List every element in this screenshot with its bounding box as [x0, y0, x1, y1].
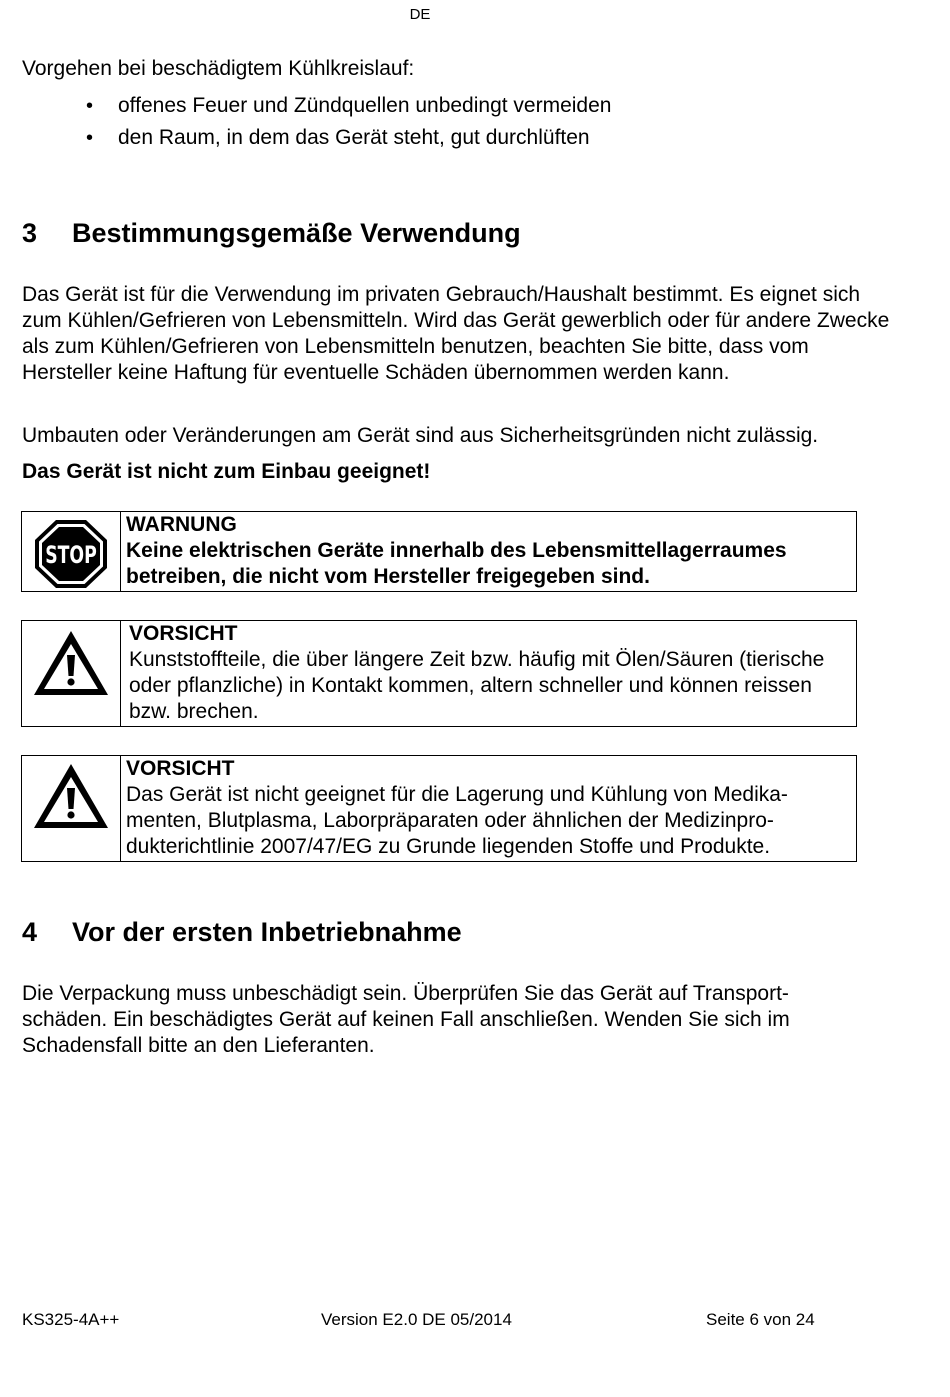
intro-heading: Vorgehen bei beschädigtem Kühlkreislauf: — [22, 57, 415, 80]
warning-triangle-icon — [32, 629, 110, 697]
intro-bullet-list — [22, 90, 611, 154]
notice-text-cell — [121, 512, 856, 591]
language-label: DE — [409, 6, 431, 23]
notice-text-cell — [121, 756, 856, 861]
section-title: Bestimmungsgemäße Verwendung — [72, 218, 521, 248]
notice-text: Keine elektrischen Geräte innerhalb des Lebensmittellagerraumes betreiben, die nicht vom Hersteller freigegeben sind. — [126, 539, 787, 588]
notice-title: VORSICHT — [129, 622, 238, 645]
notice-title: VORSICHT — [126, 757, 235, 780]
stop-sign-label: STOP — [45, 541, 97, 569]
notice-title: WARNUNG — [126, 513, 237, 536]
section-number: 4 — [22, 917, 38, 947]
caution-notice-box — [21, 755, 857, 862]
section-3-paragraph-1: Das Gerät ist für die Verwendung im privaten Gebrauch/Haushalt bestimmt. Es eignet sich zum Kühlen/Gefrieren von Lebensmitteln. Wird das Gerät gewerblich oder für andere Zwecke als zum Kühlen/Gefrieren von Lebensmitteln benutzen, beachten Sie bitte, dass vom Hersteller keine Haftung für eventuelle Schäden übernommen werden kann. — [22, 283, 890, 384]
notice-icon-cell — [22, 512, 121, 591]
footer-page-number: Seite 6 von 24 — [706, 1310, 815, 1329]
notice-text: Das Gerät ist nicht geeignet für die Lagerung und Kühlung von Medika-menten, Blutplasma, Laborpräparaten oder ähnlichen der Medizinpro-dukterichtlinie 2007/47/EG zu Grunde liegenden Stoffe und Produkte. — [126, 783, 788, 858]
section-4-heading — [22, 917, 462, 948]
warning-notice-box — [21, 511, 857, 592]
notice-icon-cell — [22, 621, 121, 726]
stop-sign-icon — [34, 519, 108, 589]
footer-version: Version E2.0 DE 05/2014 — [321, 1310, 512, 1329]
section-title: Vor der ersten Inbetriebnahme — [72, 917, 462, 947]
notice-text-cell — [121, 621, 856, 726]
footer-model: KS325-4A++ — [22, 1310, 120, 1329]
section-4-paragraph: Die Verpackung muss unbeschädigt sein. Überprüfen Sie das Gerät auf Transport-schäden. Ein beschädigtes Gerät auf keinen Fall anschließen. Wenden Sie sich im Schadensfall bitte an den Lieferanten. — [22, 982, 790, 1057]
bullet-item: • offenes Feuer und Zündquellen unbedingt vermeiden — [22, 90, 611, 122]
section-3-paragraph-2: Umbauten oder Veränderungen am Gerät sind aus Sicherheitsgründen nicht zulässig. — [22, 424, 819, 447]
bullet-item: • den Raum, in dem das Gerät steht, gut durchlüften — [22, 122, 611, 154]
section-number: 3 — [22, 218, 38, 248]
warning-triangle-icon — [32, 762, 110, 830]
section-3-heading — [22, 218, 521, 249]
section-3-paragraph-3: Das Gerät ist nicht zum Einbau geeignet! — [22, 460, 431, 483]
notice-text: Kunststoffteile, die über längere Zeit bzw. häufig mit Ölen/Säuren (tierische oder pflanzliche) in Kontakt kommen, altern schneller und können reissen bzw. brechen. — [129, 648, 825, 723]
notice-icon-cell — [22, 756, 121, 861]
caution-notice-box — [21, 620, 857, 727]
